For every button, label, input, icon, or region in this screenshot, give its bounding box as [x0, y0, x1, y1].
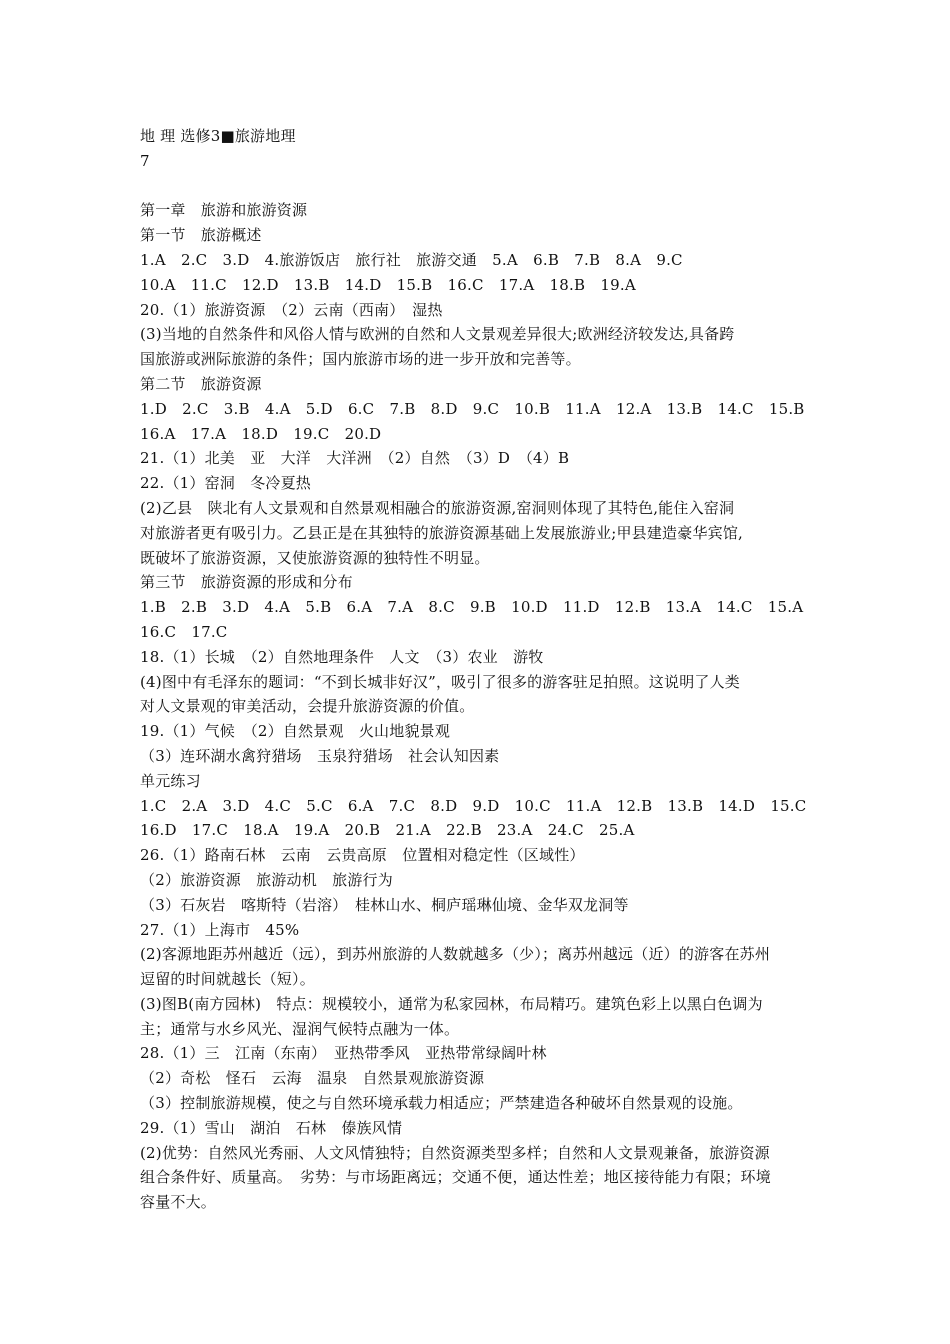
text-line: (2)客源地距苏州越近（远），到苏州旅游的人数就越多（少）；离苏州越远（近）的游客在苏州: [140, 945, 771, 964]
text-line: 单元练习: [140, 771, 201, 790]
text-line: (2)优势：自然风光秀丽、人文风情独特；自然资源类型多样；自然和人文景观兼备，旅游资源: [140, 1143, 770, 1162]
text-line: 16.D 17.C 18.A 19.A 20.B 21.A 22.B 23.A 24.C 25.A: [140, 821, 635, 840]
text-line: 第二节 旅游资源: [140, 374, 262, 393]
text-line: 19.（1）气候 （2）自然景观 火山地貌景观: [140, 722, 451, 741]
text-line: 容量不大。: [140, 1193, 217, 1212]
answer-lines: [140, 198, 820, 1215]
answer-page: [140, 124, 820, 1215]
text-line: 对旅游者更有吸引力。乙县正是在其独特的旅游资源基础上发展旅游业;甲县建造豪华宾馆,: [140, 523, 744, 542]
text-line: (2)乙县 陕北有人文景观和自然景观相融合的旅游资源,窑洞则体现了其特色,能住入窑洞: [140, 498, 735, 517]
text-line: （3）控制旅游规模，使之与自然环境承载力相适应；严禁建造各种破坏自然景观的设施。: [140, 1094, 743, 1113]
text-line: 既破坏了旅游资源，又使旅游资源的独特性不明显。: [140, 548, 490, 567]
text-line: （2）旅游资源 旅游动机 旅游行为: [140, 870, 393, 889]
text-line: 1.C 2.A 3.D 4.C 5.C 6.A 7.C 8.D 9.D 10.C 11.A 12.B 13.B 14.D 15.C: [140, 796, 807, 815]
text-line: (4)图中有毛泽东的题词：“不到长城非好汉”，吸引了很多的游客驻足拍照。这说明了人类: [140, 672, 740, 691]
text-line: 国旅游或洲际旅游的条件；国内旅游市场的进一步开放和完善等。: [140, 350, 581, 369]
text-line: 20.（1）旅游资源 （2）云南（西南） 湿热: [140, 300, 443, 319]
spacer: [140, 174, 820, 199]
text-line: 逗留的时间就越长（短）。: [140, 970, 315, 989]
text-line: 28.（1）三 江南（东南） 亚热带季风 亚热带常绿阔叶林: [140, 1044, 547, 1063]
text-line: 对人文景观的审美活动，会提升旅游资源的价值。: [140, 697, 475, 716]
text-line: 21.（1）北美 亚 大洋 大洋洲 （2）自然 （3）D （4）B: [140, 449, 570, 468]
text-line: 18.（1）长城 （2）自然地理条件 人文 （3）农业 游牧: [140, 647, 544, 666]
text-line: 16.C 17.C: [140, 622, 228, 641]
text-line: 1.D 2.C 3.B 4.A 5.D 6.C 7.B 8.D 9.C 10.B 11.A 12.A 13.B 14.C 15.B: [140, 399, 805, 418]
text-line: 1.B 2.B 3.D 4.A 5.B 6.A 7.A 8.C 9.B 10.D 11.D 12.B 13.A 14.C 15.A: [140, 598, 804, 617]
text-line: 16.A 17.A 18.D 19.C 20.D: [140, 424, 382, 443]
text-line: 26.（1）路南石林 云南 云贵高原 位置相对稳定性（区域性）: [140, 846, 585, 865]
text-line: 22.（1）窑洞 冬冷夏热: [140, 474, 311, 493]
text-line: 第一章 旅游和旅游资源: [140, 201, 308, 220]
text-line: 27.（1）上海市 45%: [140, 920, 300, 939]
header-title: 地 理 选修3■旅游地理: [140, 127, 296, 145]
page-number: 7: [140, 151, 150, 170]
text-line: 10.A 11.C 12.D 13.B 14.D 15.B 16.C 17.A 18.B 19.A: [140, 275, 636, 294]
text-line: (3)图B(南方园林) 特点：规模较小，通常为私家园林，布局精巧。建筑色彩上以黑白色调为: [140, 994, 763, 1013]
text-line: （3）连环湖水禽狩猎场 玉泉狩猎场 社会认知因素: [140, 746, 500, 765]
text-line: 第三节 旅游资源的形成和分布: [140, 573, 353, 592]
text-line: 第一节 旅游概述: [140, 226, 262, 245]
text-line: 29.（1）雪山 湖泊 石林 傣族风情: [140, 1118, 403, 1137]
text-line: (3)当地的自然条件和风俗人情与欧洲的自然和人文景观差异很大;欧洲经济较发达,具备跨: [140, 325, 735, 344]
text-line: （3）石灰岩 喀斯特（岩溶） 桂林山水、桐庐瑶琳仙境、金华双龙洞等: [140, 895, 629, 914]
text-line: 组合条件好、质量高。 劣势：与市场距离远；交通不便，通达性差；地区接待能力有限；环境: [140, 1168, 771, 1187]
text-line: 主；通常与水乡风光、湿润气候特点融为一体。: [140, 1019, 460, 1038]
text-line: 1.A 2.C 3.D 4.旅游饭店 旅行社 旅游交通 5.A 6.B 7.B 8.A 9.C: [140, 250, 683, 269]
text-line: （2）奇松 怪石 云海 温泉 自然景观旅游资源: [140, 1069, 485, 1088]
